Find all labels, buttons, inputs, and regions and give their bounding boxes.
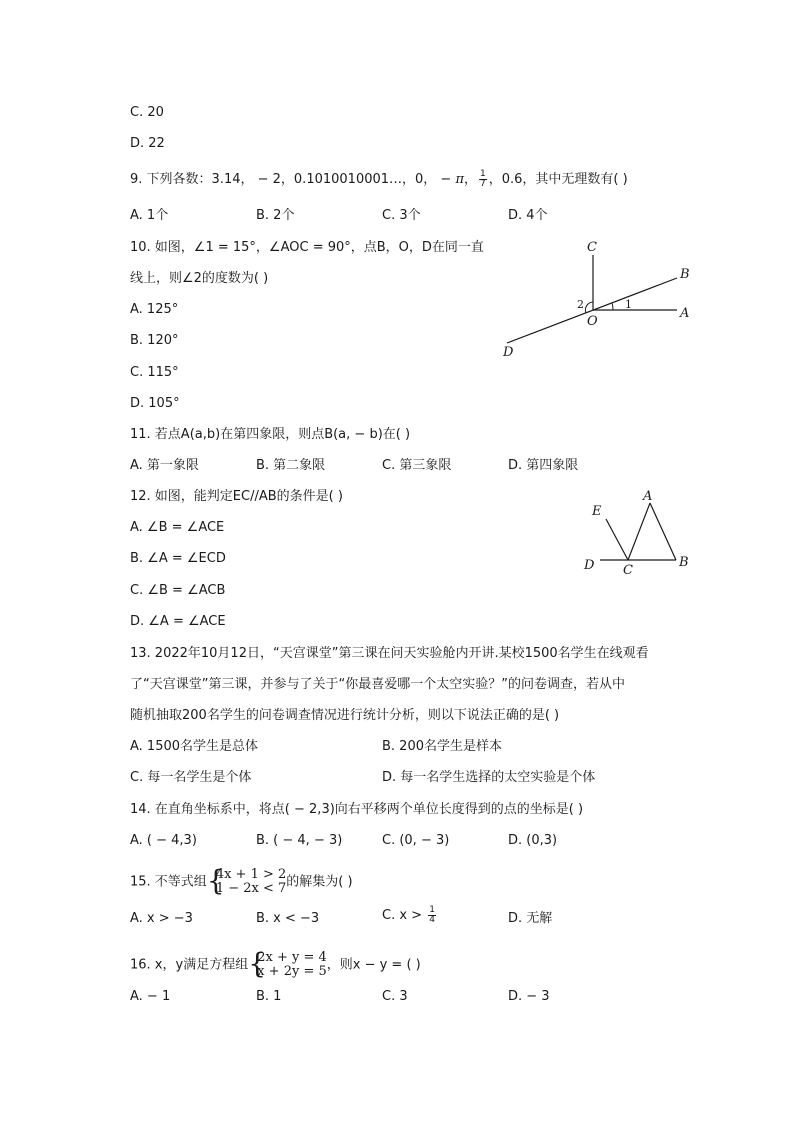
- q10-option-b: B. 120°: [130, 333, 179, 348]
- q9-frac-num: 1: [480, 169, 486, 179]
- q16-option-b: B. 1: [256, 989, 282, 1004]
- q10-option-c: C. 115°: [130, 365, 179, 380]
- q9-option-c: C. 3个: [382, 208, 421, 223]
- q10-stem-line1: 10. 如图，∠1 = 15°，∠AOC = 90°，点B，O，D在同一直: [130, 240, 484, 255]
- q15-option-b: B. x < −3: [256, 911, 320, 926]
- q12-option-d: D. ∠A = ∠ACE: [130, 614, 226, 629]
- q15-option-c: [382, 906, 438, 925]
- q15-option-c-fraction: [428, 906, 436, 925]
- q12-label-d: D: [584, 558, 595, 573]
- q10-label-d: D: [503, 345, 514, 360]
- q13-stem-line2: 了“天宫课堂”第三课，并参与了关于“你最喜爱哪一个太空实验？”的问卷调查，若从中: [130, 677, 625, 692]
- q16-brace: {: [248, 947, 267, 980]
- q12-label-a: A: [643, 489, 653, 504]
- q12-label-e: E: [592, 504, 602, 519]
- q10-stem-line2: 线上，则∠2的度数为( ): [130, 271, 269, 286]
- q15-prefix: 15. 不等式组: [130, 874, 207, 890]
- q9-frac-den: 7: [480, 179, 486, 189]
- q13-option-c: C. 每一名学生是个体: [130, 770, 252, 785]
- q15-brace: {: [206, 864, 225, 897]
- q15-row2: 1 − 2x < 7: [215, 881, 287, 896]
- q16-row1: 2x + y = 4: [257, 950, 327, 965]
- q11-option-c: C. 第三象限: [382, 458, 452, 473]
- q14-option-d: D. (0,3): [508, 833, 558, 848]
- q15-frac-den: 4: [429, 915, 435, 925]
- q8-option-c: C. 20: [130, 105, 164, 120]
- q15-option-a: A. x > −3: [130, 911, 193, 926]
- q16-stem: [130, 947, 421, 980]
- q10-label-2: 2: [577, 298, 584, 311]
- q13-stem-line3: 随机抽取200名学生的问卷调查情况进行统计分析，则以下说法正确的是( ): [130, 708, 560, 723]
- q12-side-ab: [650, 503, 676, 560]
- q12-option-b: B. ∠A = ∠ECD: [130, 551, 226, 566]
- q15-stem: [130, 864, 353, 897]
- q11-option-a: A. 第一象限: [130, 458, 199, 473]
- q10-option-a: A. 125°: [130, 302, 179, 317]
- q10-label-c: C: [587, 240, 597, 255]
- q14-stem: 14. 在直角坐标系中，将点( − 2,3)向右平移两个单位长度得到的点的坐标是( ): [130, 802, 584, 817]
- q12-label-b: B: [679, 555, 689, 570]
- q9-pi: π: [455, 172, 464, 187]
- q16-option-a: A. − 1: [130, 989, 171, 1004]
- q10-label-1: 1: [625, 298, 632, 311]
- q11-stem: 11. 若点A(a,b)在第四象限，则点B(a, − b)在( ): [130, 427, 411, 442]
- q12-triangle-figure: [578, 485, 698, 580]
- q15-suffix: 的解集为( ): [286, 874, 353, 890]
- q15-option-c-prefix: C. x >: [382, 908, 427, 923]
- q16-option-d: D. − 3: [508, 989, 550, 1004]
- q10-angle1-arc: [612, 303, 613, 310]
- q9-option-b: B. 2个: [256, 208, 295, 223]
- q12-option-c: C. ∠B = ∠ACB: [130, 583, 226, 598]
- q12-side-ca: [628, 503, 650, 560]
- q8-option-d: D. 22: [130, 136, 165, 151]
- q13-option-d: D. 每一名学生选择的太空实验是个体: [382, 770, 596, 785]
- q13-option-a: A. 1500名学生是总体: [130, 739, 259, 754]
- q12-ray-ce: [606, 519, 628, 560]
- q12-label-c: C: [623, 563, 633, 578]
- q15-inequality-system: [206, 864, 287, 897]
- q9-fraction: [479, 170, 487, 189]
- q10-label-o: O: [587, 314, 598, 329]
- q12-stem: 12. 如图，能判定EC//AB的条件是( ): [130, 489, 343, 504]
- q16-row2: x + 2y = 5: [257, 964, 327, 979]
- q10-label-a: A: [680, 306, 690, 321]
- q10-option-d: D. 105°: [130, 396, 180, 411]
- q11-option-d: D. 第四象限: [508, 458, 579, 473]
- q16-suffix: ，则x − y = ( ): [326, 957, 421, 973]
- q9-sep: ，: [464, 172, 478, 187]
- q12-option-a: A. ∠B = ∠ACE: [130, 520, 225, 535]
- q9-option-d: D. 4个: [508, 208, 548, 223]
- q10-angle-figure: [495, 235, 705, 360]
- q16-option-c: C. 3: [382, 989, 408, 1004]
- q9-stem-part-b: ，0.6，其中无理数有( ): [488, 172, 628, 187]
- q9-stem-part-a: 9. 下列各数：3.14， − 2，0.1010010001…，0， −: [130, 172, 456, 187]
- q16-equation-system: [248, 947, 327, 980]
- q14-option-a: A. ( − 4,3): [130, 833, 197, 848]
- q10-label-b: B: [680, 267, 690, 282]
- q13-stem-line1: 13. 2022年10月12日，“天宫课堂”第三课在问天实验舱内开讲.某校1500名学生在线观看: [130, 646, 649, 661]
- q14-option-c: C. (0, − 3): [382, 833, 450, 848]
- q9-option-a: A. 1个: [130, 208, 169, 223]
- q13-option-b: B. 200名学生是样本: [382, 739, 502, 754]
- q16-prefix: 16. x，y满足方程组: [130, 957, 249, 973]
- q15-option-d: D. 无解: [508, 911, 553, 926]
- q15-frac-num: 1: [429, 905, 435, 915]
- q15-row1: 4x + 1 > 2: [215, 867, 287, 882]
- q9-stem: [130, 170, 628, 189]
- q14-option-b: B. ( − 4, − 3): [256, 833, 343, 848]
- q11-option-b: B. 第二象限: [256, 458, 326, 473]
